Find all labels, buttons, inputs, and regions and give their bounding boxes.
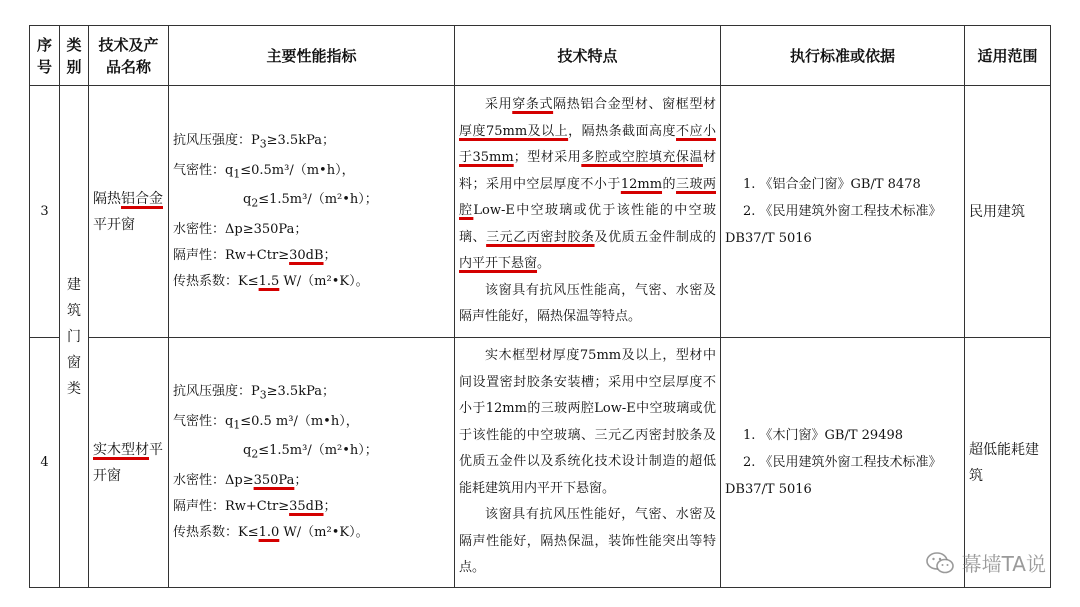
category-cell: [60, 86, 89, 588]
spec-table: [29, 25, 1051, 588]
header-performance: 主要性能指标: [169, 26, 455, 86]
performance-cell: 抗风压强度：$P_3\ge 3.5kPa$； 气密性：$q_1\le 0.5$ m³/（m•h）， $q_2\le 1.5m^3/(m^2•h)$； 水密性：Δp≥350Pa； 隔声性：Rw+Ctr≥35dB； 传热系数：K≤1.0 W/（m²•K）。: [169, 338, 455, 588]
scope-cell: 超低能耗建筑: [965, 338, 1051, 588]
table-row: [30, 86, 1051, 338]
header-row: [30, 26, 1051, 86]
features-cell: [455, 338, 721, 588]
watermark: [926, 548, 1046, 577]
features-cell: [455, 86, 721, 338]
wechat-icon: [926, 552, 954, 574]
standards-cell: 1. 《木门窗》GB/T 29498 2. 《民用建筑外窗工程技术标准》 DB37/T 5016: [721, 338, 965, 588]
features-paragraph: 该窗具有抗风压性能好，气密、水密及隔声性能好，隔热保温，装饰性能突出等特点。: [459, 507, 716, 576]
performance-cell: 抗风压强度：$P_3\ge 3.5kPa$； 气密性：$q_1\le 0.5m^3/(m•h)$， $q_2\le 1.5m^3/(m^2•h)$； 水密性：Δp≥350Pa； 隔声性：Rw+Ctr≥30dB； 传热系数：K≤1.5 W/（m²•K）。: [169, 86, 455, 338]
table-row: [30, 338, 1051, 588]
standards-cell: 1. 《铝合金门窗》GB/T 8478 2. 《民用建筑外窗工程技术标准》 DB37/T 5016: [721, 86, 965, 338]
header-product: 技术及产品名称: [89, 26, 169, 86]
features-paragraph: 该窗具有抗风压性能高，气密、水密及隔声性能好，隔热保温等特点。: [459, 282, 716, 325]
scope-cell: 民用建筑: [965, 86, 1051, 338]
features-paragraph: 采用穿条式隔热铝合金型材、窗框型材厚度75mm及以上，隔热条截面高度不应小于35mm；型材采用多腔或空腔填充保温材料；采用中空层厚度不小于12mm的三玻两腔Low-E中空玻璃或优于该性能的中空玻璃、三元乙丙密封胶条及优质五金件制成的内平开下悬窗。: [459, 97, 716, 272]
category-label: 建筑门窗类: [67, 276, 81, 397]
features-paragraph: 实木框型材厚度75mm及以上，型材中间设置密封胶条安装槽；采用中空层厚度不小于12mm的三玻两腔Low-E中空玻璃或优于该性能的中空玻璃、三元乙丙密封胶条及优质五金件以及系统化技术设计制造的超低能耗建筑用内平开下悬窗。: [459, 348, 716, 496]
row-no: 4: [30, 338, 60, 588]
header-scope: 适用范围: [965, 26, 1051, 86]
watermark-text: 幕墙TA说: [961, 552, 1046, 576]
product-name: 隔热铝合金平开窗: [89, 86, 169, 338]
header-no: 序号: [30, 26, 60, 86]
row-no: 3: [30, 86, 60, 338]
header-features: 技术特点: [455, 26, 721, 86]
header-standards: 执行标准或依据: [721, 26, 965, 86]
header-category: 类别: [60, 26, 89, 86]
product-name: 实木型材平开窗: [89, 338, 169, 588]
